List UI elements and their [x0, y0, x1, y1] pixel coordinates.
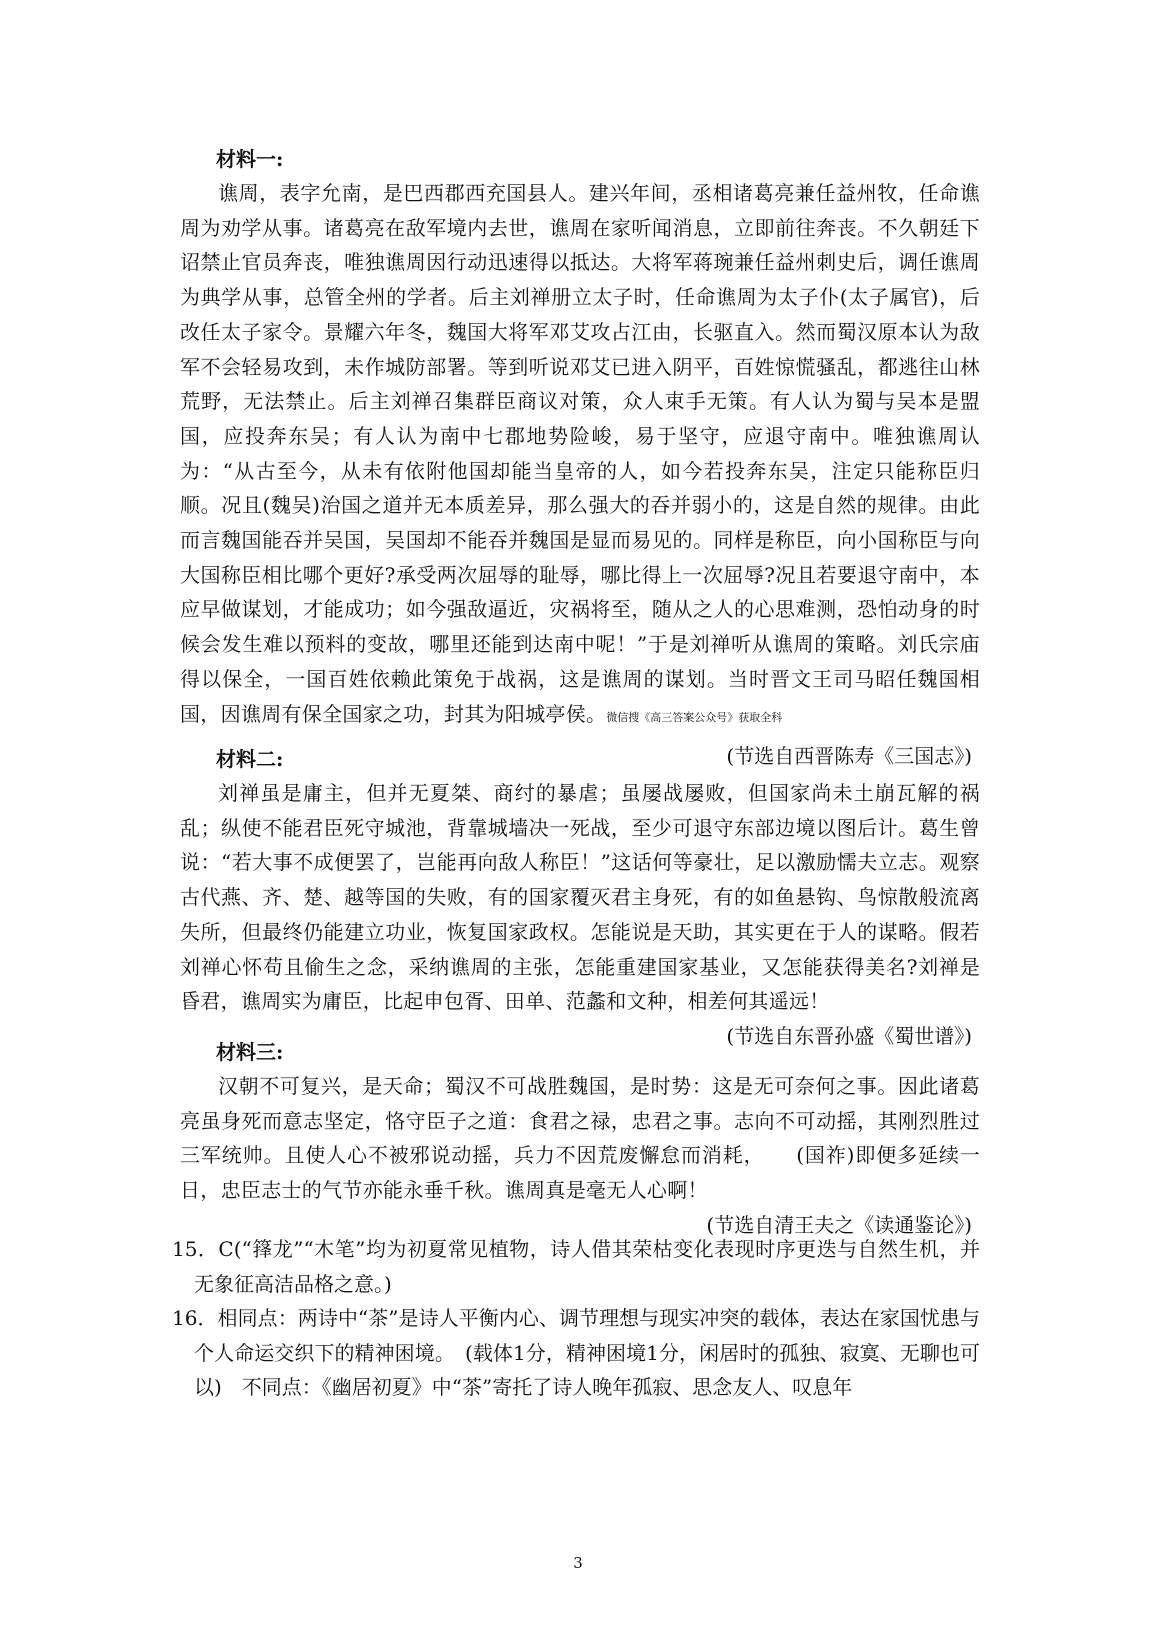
material-two-section — [180, 742, 980, 1053]
material-one-heading: 材料一: — [216, 147, 284, 171]
watermark-note: 微信搜《高三答案公众号》获取全科 — [606, 710, 783, 724]
material-three-section — [180, 1035, 980, 1242]
material-three-body: 汉朝不可复兴，是天命；蜀汉不可战胜魏国，是时势：这是无可奈何之事。因此诸葛亮虽身死而意志坚定，恪守臣子之道：食君之禄，忠君之事。志向不可动摇，其刚烈胜过三军统帅。且使人心不被邪说动摇，兵力不因荒废懈怠而消耗， (国祚)即便多延续一日，忠臣志士的气节亦能永垂千秋。谯周真是毫无人心啊！ — [180, 1074, 980, 1203]
answer-15: 15．C(“箨龙”“木笔”均为初夏常见植物，诗人借其荣枯变化表现时序更迭与自然生机，并无象征高洁品格之意。) — [172, 1237, 980, 1296]
material-two-heading: 材料二: — [216, 747, 284, 771]
material-one-section — [180, 142, 980, 773]
material-three-heading: 材料三: — [216, 1040, 284, 1064]
answers-section — [172, 1232, 980, 1405]
material-one-source: (节选自西晋陈寿《三国志》) — [726, 744, 972, 769]
material-one-text: 谯周，表字允南，是巴西郡西充国县人。建兴年间，丞相诸葛亮兼任益州牧，任命谯周为劝学从事。诸葛亮在敌军境内去世，谯周在家听闻消息，立即前往奔丧。不久朝廷下诏禁止官员奔丧，唯独谯周因行动迅速得以抵达。大将军蒋琬兼任益州刺史后，调任谯周为典学从事，总管全州的学者。后主刘禅册立太子时，任命谯周为太子仆(太子属官)，后改任太子家令。景耀六年冬，魏国大将军邓艾攻占江由，长驱直入。然而蜀汉原本认为敌军不会轻易攻到，未作城防部署。等到听说邓艾已进入阴平，百姓惊慌骚乱，都逃往山林荒野，无法禁止。后主刘禅召集群臣商议对策，众人束手无策。有人认为蜀与吴本是盟国，应投奔东吴；有人认为南中七郡地势险峻，易于坚守，应退守南中。唯独谯周认为：“从古至今，从未有依附他国却能当皇帝的人，如今若投奔东吴，注定只能称臣归顺。况且(魏吴)治国之道并无本质差异，那么强大的吞并弱小的，这是自然的规律。由此而言魏国能吞并吴国，吴国却不能吞并魏国是显而易见的。同样是称臣，向小国称臣与向大国称臣相比哪个更好?承受两次屈辱的耻辱，哪比得上一次屈辱?况且若要退守南中，本应早做谋划，才能成功；如今强敌逼近，灾祸将至，随从之人的心思难测，恐怕动身的时候会发生难以预料的变故，哪里还能到达南中呢！”于是刘禅听从谯周的策略。刘氏宗庙得以保全，一国百姓依赖此策免于战祸，这是谯周的谋划。当时晋文王司马昭任魏国相国，因谯周有保全国家之功，封其为阳城亭侯。 — [180, 181, 980, 726]
page-number: 3 — [573, 1554, 583, 1572]
material-one-body — [180, 176, 980, 735]
material-two-source: (节选自东晋孙盛《蜀世谱》) — [726, 1023, 972, 1048]
material-three-source: (节选自清王夫之《读通鉴论》) — [706, 1212, 972, 1237]
material-two-body: 刘禅虽是庸主，但并无夏桀、商纣的暴虐；虽屡战屡败，但国家尚未土崩瓦解的祸乱；纵使不能君臣死守城池，背靠城墙决一死战，至少可退守东部边境以图后计。葛生曾说：“若大事不成便罢了，岂能再向敌人称臣！”这话何等豪壮，足以激励懦夫立志。观察古代燕、齐、楚、越等国的失败，有的国家覆灭君主身死，有的如鱼悬钩、鸟惊散般流离失所，但最终仍能建立功业，恢复国家政权。怎能说是天助，其实更在于人的谋略。假若刘禅心怀苟且偷生之念，采纳谯周的主张，怎能重建国家基业，又怎能获得美名?刘禅是昏君，谯周实为庸臣，比起申包胥、田单、范蠡和文种，相差何其遥远！ — [180, 781, 980, 1014]
answer-16: 16．相同点：两诗中“茶”是诗人平衡内心、调节理想与现实冲突的载体，表达在家国忧患与个人命运交织下的精神困境。 (载体1分，精神困境1分，闲居时的孤独、寂寞、无聊也可以) 不同点：《幽居初夏》中“茶”寄托了诗人晚年孤寂、思念友人、叹息年 — [172, 1306, 980, 1399]
